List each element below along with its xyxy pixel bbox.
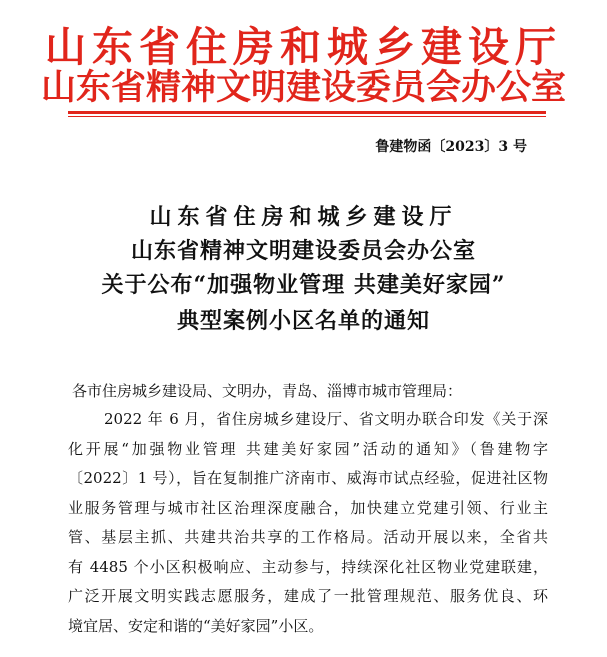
body-line: 〔2022〕1 号），旨在复制推广济南市、威海市试点经验，促进社区物 bbox=[68, 469, 548, 487]
body-line: 境宜居、安定和谐的“美好家园”小区。 bbox=[68, 616, 324, 635]
letterhead-org-1: 山东省住房和城乡建设厅 bbox=[45, 23, 562, 71]
title-line-2: 山东省精神文明建设委员会办公室 bbox=[130, 238, 477, 264]
body-line: 业服务管理与城市社区治理深度融合，加快建立党建引领、行业主 bbox=[68, 498, 548, 517]
body-line: 广泛开展文明实践志愿服务，建成了一批管理规范、服务优良、环 bbox=[68, 587, 548, 605]
addressee: 各市住房城乡建设局、文明办，青岛、淄博市城市管理局： bbox=[72, 382, 463, 400]
body-line: 有 4485 个小区积极响应、主动参与，持续深化社区物业党建联建， bbox=[68, 557, 548, 576]
letterhead-divider-thick bbox=[68, 111, 546, 114]
title-line-1: 山东省住房和城乡建设厅 bbox=[149, 204, 458, 230]
body-line: 2022 年 6 月，省住房城乡建设厅、省文明办联合印发《关于深 bbox=[104, 410, 548, 428]
title-line-4: 典型案例小区名单的通知 bbox=[176, 308, 431, 334]
body-line: 化开展“加强物业管理 共建美好家园”活动的通知》（鲁建物字 bbox=[68, 439, 548, 458]
body-paragraph bbox=[68, 405, 548, 641]
letterhead-divider-thin bbox=[68, 116, 546, 117]
document-number: 鲁建物函〔2023〕3 号 bbox=[375, 139, 527, 155]
title-line-3: 关于公布“加强物业管理 共建美好家园” bbox=[101, 272, 506, 298]
letterhead-org-2: 山东省精神文明建设委员会办公室 bbox=[40, 67, 567, 108]
body-line: 管、基层主抓、共建共治共享的工作格局。活动开展以来，全省共 bbox=[68, 528, 548, 546]
